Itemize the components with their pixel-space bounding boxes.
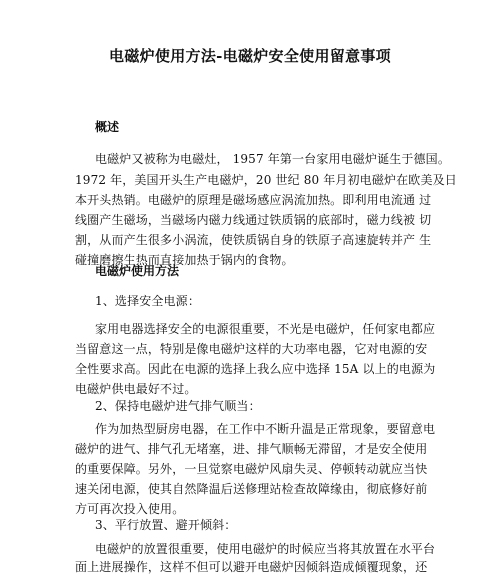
paragraph-line: 全性要求高。因此在电源的选择上我么应中选择 15A 以上的电源为 [75, 362, 436, 376]
paragraph-line: 线圈产生磁场，当磁场内磁力线通过铁质锅的底部时，磁力线被 切 [75, 213, 432, 227]
paragraph-line: 碰撞磨擦生热而直接加热于锅内的食物。 [75, 253, 294, 267]
paragraph-line: 面上进展操作，这样不但可以避开电磁炉因倾斜造成倾覆现象，还 [75, 560, 428, 574]
paragraph-line: 当留意这一点，特别是像电磁炉这样的大功率电器，它对电源的安 [75, 342, 428, 356]
paragraph-line: 方可再次投入使用。 [75, 502, 185, 516]
section-heading-overview: 概述 [95, 120, 120, 134]
paragraph-line: 本开头热销。电磁炉的原理是磁场感应涡流加热。即利用电流通 过 [75, 193, 432, 207]
paragraph-line: 速关闭电源，使其自然降温后送修理站检查故障缘由，彻底修好前 [75, 482, 428, 496]
paragraph-line: 电磁炉又被称为电磁灶， 1957 年第一台家用电磁炉诞生于德国。 [95, 152, 450, 166]
paragraph-line: 家用电器选择安全的电源很重要，不光是电磁炉，任何家电都应 [95, 322, 436, 336]
list-item-title: 1、选择安全电源： [95, 294, 200, 308]
paragraph-line: 割，从而产生很多小涡流，使铁质锅自身的铁原子高速旋转并产 生 [75, 233, 432, 247]
paragraph-line: 1972 年，美国开头生产电磁炉，20 世纪 80 年月初电磁炉在欧美及日 [75, 173, 457, 187]
paragraph-line: 磁炉的进气、排气孔无堵塞，进、排气顺畅无滞留，才是安全使用 [75, 442, 428, 456]
paragraph-line: 电磁炉的放置很重要，使用电磁炉的时候应当将其放置在水平台 [95, 542, 436, 556]
document-title: 电磁炉使用方法-电磁炉安全使用留意事项 [109, 47, 391, 65]
list-item-title: 2、保持电磁炉进气排气顺当： [95, 399, 261, 413]
paragraph-line: 的重要保障。另外，一旦觉察电磁炉风扇失灵、停顿转动就应当快 [75, 462, 428, 476]
paragraph-line: 作为加热型厨房电器，在工作中不断升温是正常现象，要留意电 [95, 422, 436, 436]
paragraph-line: 电磁炉供电最好不过。 [75, 382, 197, 396]
section-heading-usage: 电磁炉使用方法 [95, 264, 180, 278]
list-item-title: 3、平行放置、避开倾斜： [95, 518, 237, 532]
